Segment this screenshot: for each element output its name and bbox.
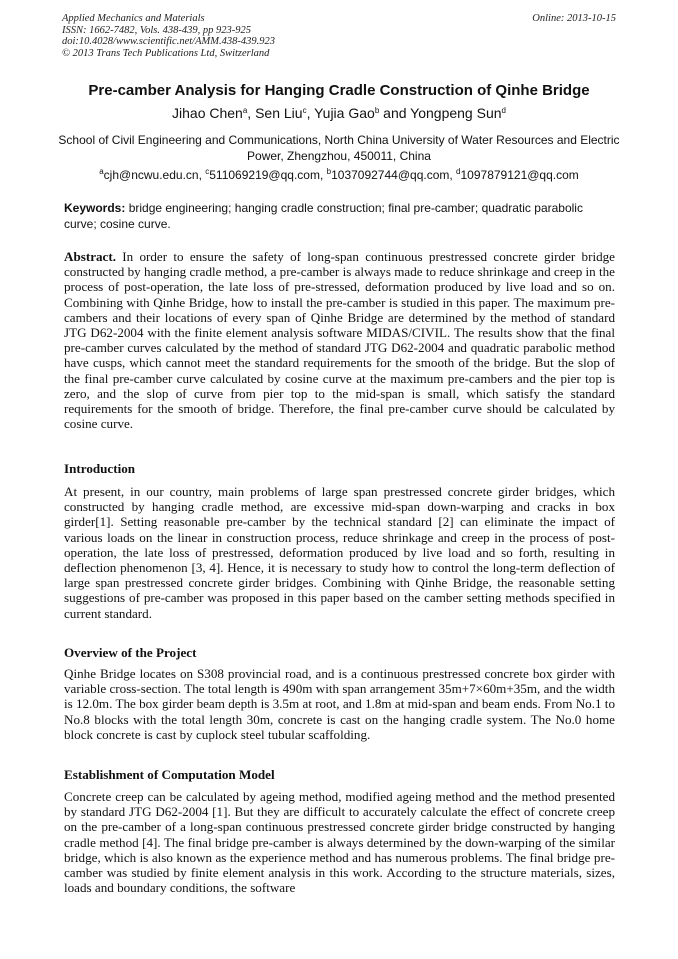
doi-line: doi:10.4028/www.scientific.net/AMM.438-439.923	[62, 36, 275, 47]
email-address[interactable]: 511069219@qq.com	[209, 168, 320, 182]
abstract	[64, 249, 615, 431]
email-address[interactable]: 1097879121@qq.com	[460, 168, 579, 182]
email-mark: c	[205, 167, 210, 176]
section-heading-computation-model: Establishment of Computation Model	[64, 767, 275, 782]
email-mark: a	[99, 167, 104, 176]
email-separator: ,	[319, 168, 327, 182]
section-body-overview: Qinhe Bridge locates on S308 provincial road, and is a continuous prestressed concrete box girder with variable cross-section. The total length is 490m with span arrangement 35m+7×60m+35m, and the width is 12.0m. The box girder beam depth is 3.5m at root, and 1.8m at mid-span and beam ends. From No.1 to No.8 blocks with the total length 30m, concrete is cast on the hanging cradle system. The No.0 home block concrete is cast by cuplock steel tubular scaffolding.	[64, 666, 615, 742]
email-address[interactable]: 1037092744@qq.com	[331, 168, 450, 182]
keywords-label: Keywords:	[64, 201, 126, 215]
author-affil-mark: a	[242, 106, 248, 115]
section-body-computation-model: Concrete creep can be calculated by ageing method, modified ageing method and the method presented by standard JTG D62-2004 [1]. But they are difficult to accurately calculate the effect of concrete creep on the pre-camber of a long-span continuous prestressed concrete girder bridge constructed by hanging cradle method [4]. The final bridge pre-camber is always determined by the down-warping of the similar bridge, which is also known as the experience method and has numerous problems. The final bridge pre-camber was studied by finite element analysis in this work. According to the structure materials, sizes, loads and boundary conditions, the software	[64, 789, 615, 896]
email-separator: ,	[198, 168, 206, 182]
abstract-text: In order to ensure the safety of long-span continuous prestressed concrete girder bridge constructed by hanging cradle method, a pre-camber is always made to reduce shrinkage and creep in the process of post-operation, the late loss of pre-stressed, deformation produced by live load and so on. Combining with Qinhe Bridge, how to install the pre-camber is studied in this paper. The maximum pre-cambers and their locations of every span of Qinhe Bridge are determined by the method of standard JTG D62-2004 with the finite element analysis software MIDAS/CIVIL. The results show that the final pre-camber curves calculated by the method of standard JTG D62-2004 and quadratic parabolic method have cusps, which cannot meet the standard requirements for the smooth of the bridge. But the slop of the final pre-camber curve calculated by cosine curve at the maximum pre-cambers and the pier top is zero, and the slop of curve from pier top to the mid-span is small, which satisfy the standard requirements for the smooth of bridge. Therefore, the final pre-camber curve should be calculated by cosine curve.	[64, 249, 615, 432]
keywords-text: bridge engineering; hanging cradle construction; final pre-camber; quadratic parabolic curve; cosine curve.	[64, 201, 583, 231]
author-name: Sen Liu	[255, 105, 303, 121]
author-conjunction: and	[379, 105, 411, 121]
email-mark: d	[456, 167, 461, 176]
author-affil-mark: d	[501, 106, 506, 115]
section-body-introduction: At present, in our country, main problems of large span prestressed concrete girder bridges, which constructed by hanging cradle method, are excessive mid-span down-warping and cracks in box girder[1]. Setting reasonable pre-camber by the technical standard [2] can eliminate the impact of various loads on the linear in construction process, reduce shrinkage and creep in the process of post-operation, the late loss of prestressed, deformation produced by live load and so forth, resulting in deflection phenomenon [3, 4]. Hence, it is necessary to study how to control the long-term deflection of large span prestressed concrete girder bridges. Combining with Qinhe Bridge, the reasonable setting suggestions of pre-camber was proposed in this paper based on the camber setting methods specified in current standard.	[64, 484, 615, 621]
author-affil-mark: b	[374, 106, 380, 115]
journal-header	[62, 13, 616, 59]
email-address[interactable]: cjh@ncwu.edu.cn	[103, 168, 199, 182]
abstract-label: Abstract.	[64, 249, 116, 264]
journal-name: Applied Mechanics and Materials	[62, 13, 205, 24]
author-affil-mark: c	[302, 106, 307, 115]
affiliation: School of Civil Engineering and Communications, North China University of Water Resources and Electric Power, Zhengzhou, 450011, China	[58, 133, 620, 163]
author-separator: ,	[247, 105, 256, 121]
copyright-line: © 2013 Trans Tech Publications Ltd, Switzerland	[62, 47, 270, 59]
online-date: Online: 2013-10-15	[532, 13, 616, 24]
paper-title: Pre-camber Analysis for Hanging Cradle Construction of Qinhe Bridge	[88, 82, 590, 99]
author-list	[20, 104, 658, 122]
section-heading-introduction: Introduction	[64, 461, 136, 476]
email-mark: b	[326, 167, 332, 176]
email-list	[20, 167, 658, 183]
keywords	[64, 201, 615, 232]
author-separator: ,	[306, 105, 315, 121]
author-name: Jihao Chen	[172, 105, 243, 121]
author-name: Yujia Gao	[314, 105, 375, 121]
email-separator: ,	[449, 168, 457, 182]
author-name: Yongpeng Sun	[410, 105, 502, 121]
issn-line: ISSN: 1662-7482, Vols. 438-439, pp 923-925	[62, 24, 251, 36]
section-heading-overview: Overview of the Project	[64, 645, 197, 660]
